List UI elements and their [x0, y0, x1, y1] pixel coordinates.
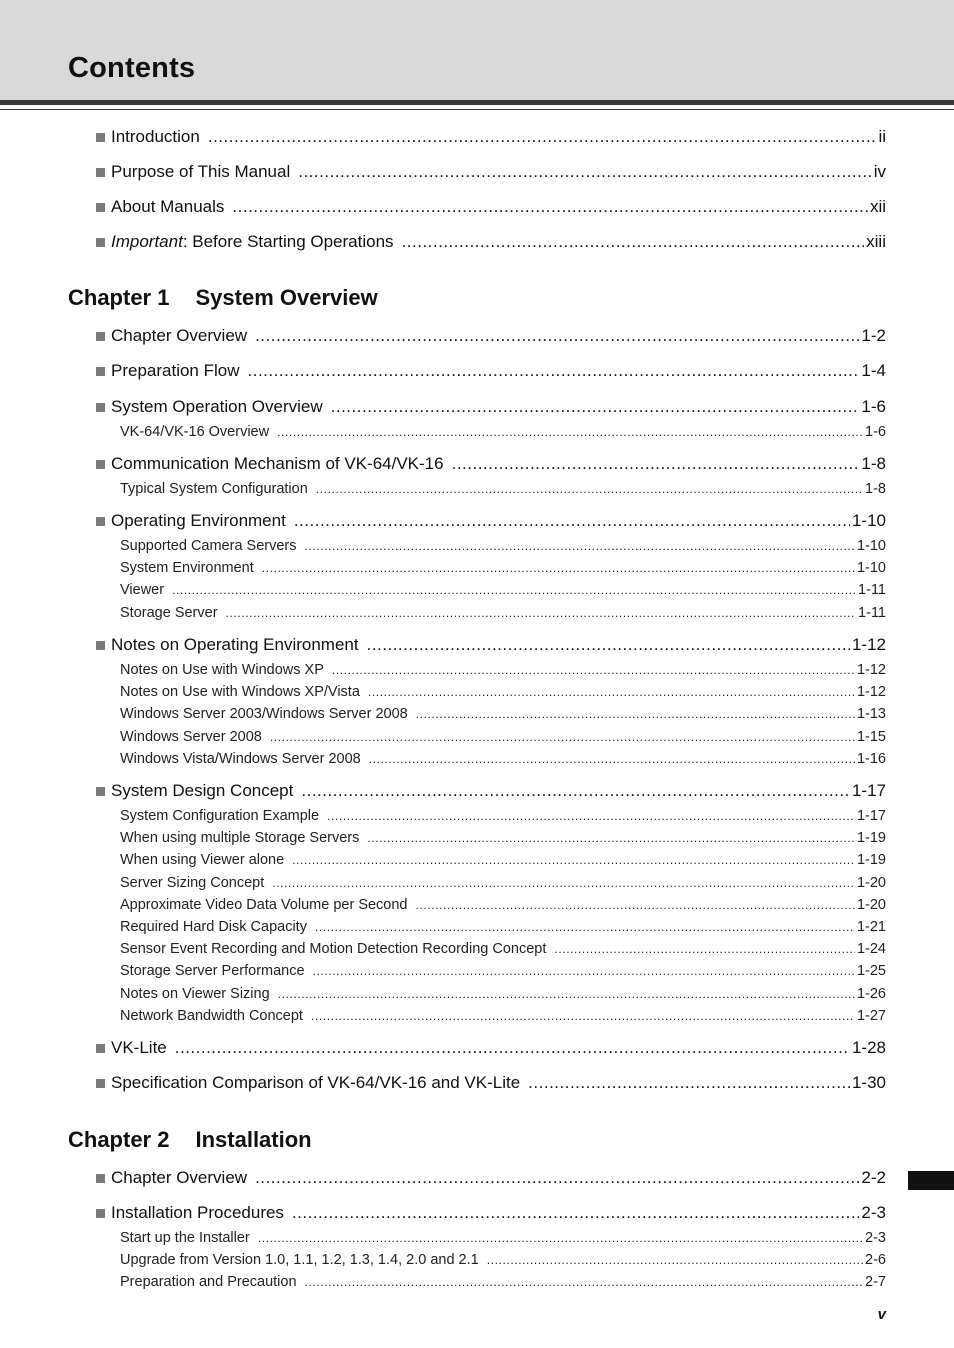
page-title: Contents [68, 52, 196, 84]
toc-entry-label: When using multiple Storage Servers [120, 830, 360, 846]
toc-subsection-entry [120, 604, 886, 622]
toc-page-number: 1-11 [858, 582, 886, 598]
toc-entry-label: Approximate Video Data Volume per Second [120, 897, 408, 913]
toc-page-number: 1-17 [856, 808, 886, 824]
toc-entry-label: Server Sizing Concept [120, 875, 265, 891]
toc-subsection-entry [120, 423, 886, 441]
square-bullet-icon [96, 460, 105, 469]
toc-entry-label [111, 232, 394, 252]
toc-entry-label: System Design Concept [111, 781, 294, 800]
toc-section-entry [96, 361, 886, 381]
toc-page-number: 1-19 [856, 830, 886, 846]
square-bullet-icon [96, 517, 105, 526]
toc-entry-label: Operating Environment [111, 511, 286, 530]
dot-leader [331, 397, 860, 417]
dot-leader [316, 480, 863, 498]
toc-entry-label: Required Hard Disk Capacity [120, 919, 307, 935]
toc-entry-label: Notes on Viewer Sizing [120, 986, 270, 1002]
toc-entry-label: Start up the Installer [120, 1230, 250, 1246]
toc-subsection-entry [120, 705, 886, 723]
toc-page-number: 2-3 [865, 1230, 886, 1246]
dot-leader [272, 874, 855, 892]
toc-page-number: 1-10 [856, 538, 886, 554]
toc-subsection-entry [120, 940, 886, 958]
toc-section-entry [96, 1168, 886, 1188]
toc-page-number: 1-17 [851, 781, 886, 800]
toc-section-entry [96, 1203, 886, 1223]
square-bullet-icon [96, 641, 105, 650]
square-bullet-icon [96, 403, 105, 412]
toc-section-entry [96, 127, 886, 147]
square-bullet-icon [96, 203, 105, 212]
toc-section-entry [96, 781, 886, 801]
toc-page-number: iv [873, 162, 886, 181]
dot-leader [313, 962, 855, 980]
toc-subsection-entry [120, 807, 886, 825]
toc-subsection-entry [120, 829, 886, 847]
toc-page-number: 1-30 [851, 1073, 886, 1092]
toc-page-number: 1-19 [856, 852, 886, 868]
toc-entry-label: System Configuration Example [120, 808, 320, 824]
toc-page-number: 1-13 [856, 706, 886, 722]
dot-leader [305, 537, 855, 555]
toc-entry-label: Storage Server [120, 605, 218, 621]
toc-entry-label: Windows Server 2008 [120, 729, 262, 745]
toc-entry-label: Network Bandwidth Concept [120, 1008, 303, 1024]
toc-entry-label: Viewer [120, 582, 165, 598]
dot-leader [292, 1203, 859, 1223]
toc-page-number: 1-10 [851, 511, 886, 530]
toc-subsection-entry [120, 918, 886, 936]
dot-leader [258, 1229, 863, 1247]
dot-leader [554, 940, 855, 958]
toc-entry-label: Supported Camera Servers [120, 538, 297, 554]
toc-page-number: 1-15 [856, 729, 886, 745]
toc-subsection-entry [120, 1251, 886, 1269]
toc-entry-label: Windows Vista/Windows Server 2008 [120, 751, 361, 767]
dot-leader [311, 1007, 855, 1025]
toc-page-number: 1-6 [865, 424, 886, 440]
toc-page-number: 1-10 [856, 560, 886, 576]
toc-page-number: 1-24 [856, 941, 886, 957]
dot-leader [277, 423, 863, 441]
dot-leader [292, 851, 855, 869]
square-bullet-icon [96, 1209, 105, 1218]
dot-leader [367, 635, 850, 655]
toc-subsection-entry [120, 985, 886, 1003]
dot-leader [294, 511, 850, 531]
dot-leader [369, 750, 855, 768]
dot-leader [270, 728, 855, 746]
toc-page-number: 2-7 [865, 1274, 886, 1290]
toc-subsection-entry [120, 851, 886, 869]
toc-entry-label: VK-Lite [111, 1038, 167, 1057]
toc-entry-label: VK-64/VK-16 Overview [120, 424, 270, 440]
toc-page-number: 2-2 [861, 1168, 886, 1187]
toc-subsection-entry [120, 896, 886, 914]
square-bullet-icon [96, 168, 105, 177]
toc-page-number: 1-12 [856, 662, 886, 678]
toc-section-entry [96, 635, 886, 655]
toc-page-number: 1-25 [856, 963, 886, 979]
dot-leader [226, 604, 857, 622]
toc-entry-label: Upgrade from Version 1.0, 1.1, 1.2, 1.3, 1.4, 2.0 and 2.1 [120, 1252, 479, 1268]
toc-page-number: ii [878, 127, 886, 146]
dot-leader [278, 985, 855, 1003]
toc-entry-label: Storage Server Performance [120, 963, 305, 979]
toc-subsection-entry [120, 559, 886, 577]
toc-page-number: 1-16 [856, 751, 886, 767]
toc-entry-label: About Manuals [111, 197, 225, 216]
toc-section-entry [96, 397, 886, 417]
dot-leader [262, 559, 855, 577]
toc-entry-label: Installation Procedures [111, 1203, 284, 1222]
toc-entry-label: Chapter Overview [111, 1168, 248, 1187]
toc-subsection-entry [120, 480, 886, 498]
toc-section-entry [96, 1038, 886, 1058]
header-rule-thin [0, 109, 954, 110]
toc-subsection-entry [120, 962, 886, 980]
dot-leader [487, 1251, 863, 1269]
toc-section-entry [96, 162, 886, 182]
toc-entry-label: System Environment [120, 560, 254, 576]
toc-page-number: 1-21 [856, 919, 886, 935]
toc-page-number: 1-20 [856, 897, 886, 913]
toc-subsection-entry [120, 661, 886, 679]
toc-page-number: xii [869, 197, 886, 216]
toc-subsection-entry [120, 728, 886, 746]
toc-entry-label-rest: : Before Starting Operations [182, 232, 394, 251]
dot-leader [232, 197, 868, 217]
toc-section-entry [96, 454, 886, 474]
toc-page-number: 1-8 [861, 454, 886, 473]
dot-leader [528, 1073, 850, 1093]
toc-entry-label: Communication Mechanism of VK-64/VK-16 [111, 454, 444, 473]
dot-leader [416, 896, 855, 914]
chapter-index-tab [908, 1171, 954, 1190]
dot-leader [327, 807, 855, 825]
toc-entry-label: Sensor Event Recording and Motion Detection Recording Concept [120, 941, 547, 957]
toc-entry-label: Specification Comparison of VK-64/VK-16 and VK-Lite [111, 1073, 521, 1092]
square-bullet-icon [96, 787, 105, 796]
toc-subsection-entry [120, 683, 886, 701]
toc-page-number: 1-12 [851, 635, 886, 654]
toc-page-number: 1-12 [856, 684, 886, 700]
toc-section-entry [96, 511, 886, 531]
chapter-number: Chapter 1 [68, 285, 170, 310]
toc-subsection-entry [120, 537, 886, 555]
dot-leader [368, 683, 855, 701]
square-bullet-icon [96, 238, 105, 247]
toc-page-number: 1-11 [858, 605, 886, 621]
toc-entry-label: System Operation Overview [111, 397, 323, 416]
dot-leader [298, 162, 871, 182]
toc-page-number: 1-27 [856, 1008, 886, 1024]
square-bullet-icon [96, 332, 105, 341]
square-bullet-icon [96, 1079, 105, 1088]
header-rule [0, 100, 954, 105]
toc-entry-label: Purpose of This Manual [111, 162, 291, 181]
toc-page-number: 1-8 [865, 481, 886, 497]
chapter-heading [68, 1127, 312, 1153]
dot-leader [175, 1038, 850, 1058]
toc-entry-label: Typical System Configuration [120, 481, 308, 497]
toc-subsection-entry [120, 1273, 886, 1291]
dot-leader [416, 705, 855, 723]
toc-entry-label: When using Viewer alone [120, 852, 285, 868]
toc-page-number: 1-4 [861, 361, 886, 380]
toc-page-number: 1-2 [861, 326, 886, 345]
toc-page-number: 1-28 [851, 1038, 886, 1057]
dot-leader [172, 581, 856, 599]
square-bullet-icon [96, 1044, 105, 1053]
toc-entry-label: Notes on Use with Windows XP [120, 662, 324, 678]
dot-leader [301, 781, 850, 801]
square-bullet-icon [96, 367, 105, 376]
dot-leader [255, 326, 859, 346]
toc-section-entry [96, 197, 886, 217]
dot-leader [208, 127, 877, 147]
toc-page-number: 2-3 [861, 1203, 886, 1222]
toc-section-entry [96, 1073, 886, 1093]
toc-page-number: xiii [866, 232, 886, 251]
toc-entry-label: Preparation and Precaution [120, 1274, 297, 1290]
toc-subsection-entry [120, 581, 886, 599]
page-number: v [877, 1306, 886, 1323]
toc-page-number: 1-20 [856, 875, 886, 891]
dot-leader [315, 918, 855, 936]
chapter-title: System Overview [195, 285, 378, 310]
toc-subsection-entry [120, 750, 886, 768]
toc-section-entry [96, 326, 886, 346]
square-bullet-icon [96, 1174, 105, 1183]
toc-entry-label: Windows Server 2003/Windows Server 2008 [120, 706, 408, 722]
dot-leader [248, 361, 860, 381]
toc-entry-label: Preparation Flow [111, 361, 240, 380]
toc-entry-label: Notes on Use with Windows XP/Vista [120, 684, 360, 700]
dot-leader [402, 232, 865, 252]
toc-page-number: 1-26 [856, 986, 886, 1002]
dot-leader [305, 1273, 863, 1291]
toc-section-entry [96, 232, 886, 252]
toc-entry-label-emphasis: Important [111, 232, 183, 251]
dot-leader [332, 661, 855, 679]
chapter-title: Installation [195, 1127, 312, 1152]
toc-page-number: 1-6 [861, 397, 886, 416]
toc-subsection-entry [120, 874, 886, 892]
dot-leader [367, 829, 855, 847]
chapter-heading [68, 285, 378, 311]
toc-entry-label: Notes on Operating Environment [111, 635, 359, 654]
toc-entry-label: Chapter Overview [111, 326, 248, 345]
header-band [0, 0, 954, 100]
toc-subsection-entry [120, 1007, 886, 1025]
toc-page-number: 2-6 [865, 1252, 886, 1268]
toc-entry-label: Introduction [111, 127, 200, 146]
dot-leader [452, 454, 860, 474]
dot-leader [255, 1168, 859, 1188]
toc-subsection-entry [120, 1229, 886, 1247]
square-bullet-icon [96, 133, 105, 142]
chapter-number: Chapter 2 [68, 1127, 170, 1152]
